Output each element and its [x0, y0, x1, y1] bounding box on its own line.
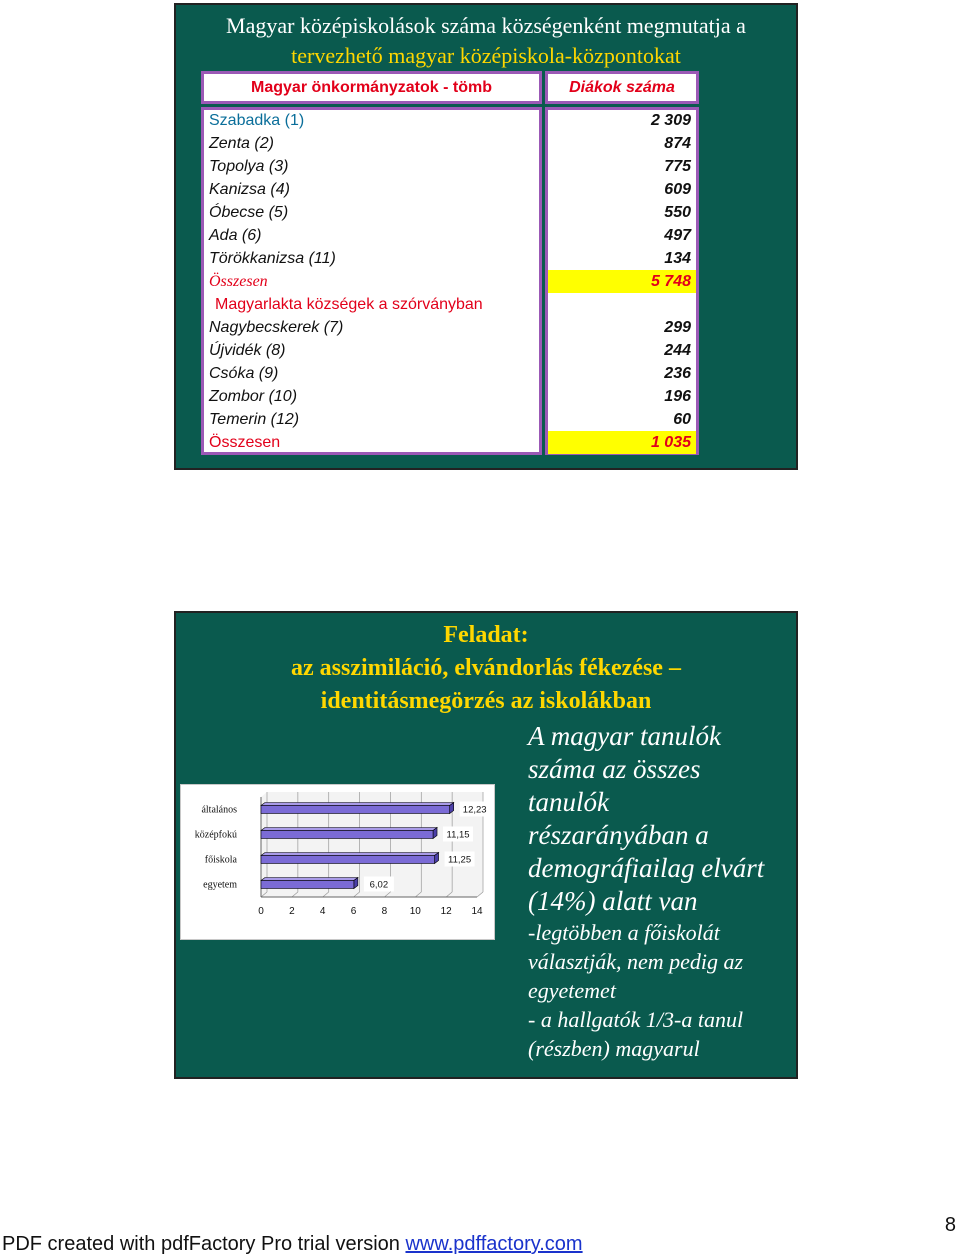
- data-label: 11,15: [446, 829, 470, 841]
- text-line: -legtöbben a főiskolát: [528, 920, 720, 945]
- row-value: 550: [664, 204, 691, 221]
- text-line: demográfiailag elvárt: [528, 853, 765, 883]
- slide2-title-line3: identitásmegörzés az iskolákban: [320, 688, 652, 714]
- bar-top: [261, 803, 454, 806]
- row-name: Óbecse (5): [209, 204, 289, 221]
- row-name: Kanizsa (4): [209, 181, 290, 198]
- row-name: Törökkanizsa (11): [209, 250, 336, 267]
- footer-link[interactable]: www.pdffactory.com: [405, 1233, 583, 1255]
- bar-top: [261, 853, 439, 856]
- table-row: [201, 385, 699, 408]
- text-line: száma az összes: [528, 754, 701, 784]
- table-row-subheading: [201, 293, 699, 316]
- category-label: általános: [201, 804, 237, 816]
- text-line: választják, nem pedig az: [528, 949, 744, 974]
- data-label: 11,25: [448, 854, 472, 866]
- row-value: 1 035: [650, 434, 691, 451]
- table-row: [201, 155, 699, 178]
- row-value: 874: [664, 135, 691, 152]
- row-name: Összesen: [209, 434, 281, 451]
- row-value: 196: [664, 388, 691, 405]
- row-value: 236: [664, 365, 691, 382]
- row-value: 775: [664, 158, 691, 175]
- slide2-title-line1: Feladat:: [443, 622, 529, 648]
- row-name: Zombor (10): [209, 388, 298, 405]
- slide-student-counts: [174, 3, 798, 470]
- table-row: [201, 316, 699, 339]
- table-row: [201, 362, 699, 385]
- slide1-title-line2: tervezhető magyar középiskola-központokat: [291, 43, 681, 68]
- data-label: 12,23: [462, 804, 487, 816]
- text-line: (részben) magyarul: [528, 1036, 700, 1061]
- row-name: Csóka (9): [209, 365, 279, 382]
- row-name: Újvidék (8): [209, 342, 286, 359]
- bar-chart-svg: [181, 785, 494, 939]
- footer-text: PDF created with pdfFactory Pro trial version: [2, 1233, 406, 1255]
- text-line: - a hallgatók 1/3-a tanul: [528, 1007, 744, 1032]
- row-name: Összesen: [209, 273, 268, 290]
- row-name: Ada (6): [209, 227, 262, 244]
- slide2-text: [528, 720, 793, 1063]
- slide1-title: [176, 11, 796, 71]
- row-value: 5 748: [650, 273, 691, 290]
- row-name: Magyarlakta községek a szórványban: [215, 296, 483, 313]
- slide2-title-line2: az asszimiláció, elvándorlás fékezése –: [291, 655, 681, 681]
- x-tick-label: 2: [289, 906, 295, 917]
- row-value: 609: [664, 181, 691, 198]
- row-name: Topolya (3): [209, 158, 289, 175]
- category-label: középfokú: [194, 829, 237, 841]
- table-row-total: [201, 431, 699, 454]
- text-line: tanulók: [528, 787, 609, 817]
- table-header-municipality: Magyar önkormányzatok - tömb: [201, 71, 542, 104]
- x-tick-label: 4: [319, 906, 326, 917]
- data-label: 6,02: [369, 879, 389, 891]
- row-name: Nagybecskerek (7): [209, 319, 344, 336]
- x-tick-label: 8: [381, 906, 388, 917]
- text-line: (14%) alatt van: [528, 886, 698, 916]
- page-number: 8: [944, 1214, 956, 1236]
- student-count-table: [201, 71, 699, 455]
- bar-top: [261, 828, 437, 831]
- table-header-students: Diákok száma: [545, 71, 699, 104]
- row-name: Temerin (12): [209, 411, 300, 428]
- text-line: A magyar tanulók: [528, 721, 721, 751]
- bar: [261, 806, 450, 814]
- bar: [261, 831, 433, 839]
- table-row: [201, 109, 699, 132]
- pdf-footer: [2, 1233, 583, 1256]
- bar: [261, 881, 354, 889]
- slide-assimilation-task: [174, 611, 798, 1079]
- table-row: [201, 408, 699, 431]
- table-row: [201, 201, 699, 224]
- row-value: 299: [664, 319, 691, 336]
- bar-top: [261, 878, 358, 881]
- text-line: egyetemet: [528, 978, 616, 1003]
- table-row-total: [201, 270, 699, 293]
- bar: [261, 856, 435, 864]
- table-row: [201, 132, 699, 155]
- row-name: Szabadka (1): [209, 112, 305, 129]
- table-row: [201, 178, 699, 201]
- category-label: egyetem: [203, 879, 237, 891]
- x-tick-label: 12: [440, 906, 452, 917]
- row-value: 134: [664, 250, 691, 267]
- category-label: főiskola: [204, 854, 237, 866]
- row-value: 244: [664, 342, 691, 359]
- table-row: [201, 224, 699, 247]
- x-tick-label: 6: [350, 906, 357, 917]
- table-row: [201, 247, 699, 270]
- x-tick-label: 14: [471, 906, 483, 917]
- slide1-title-line1: Magyar középiskolások száma községenként megmutatja a: [226, 13, 746, 38]
- row-name: Zenta (2): [209, 135, 274, 152]
- text-line: részarányában a: [528, 820, 709, 850]
- x-tick-label: 10: [409, 906, 421, 917]
- bar-chart: [180, 784, 495, 940]
- x-tick-label: 0: [258, 906, 264, 917]
- row-value: 60: [673, 411, 691, 428]
- row-value: 2 309: [650, 112, 691, 129]
- table-row: [201, 339, 699, 362]
- row-value: 497: [664, 227, 691, 244]
